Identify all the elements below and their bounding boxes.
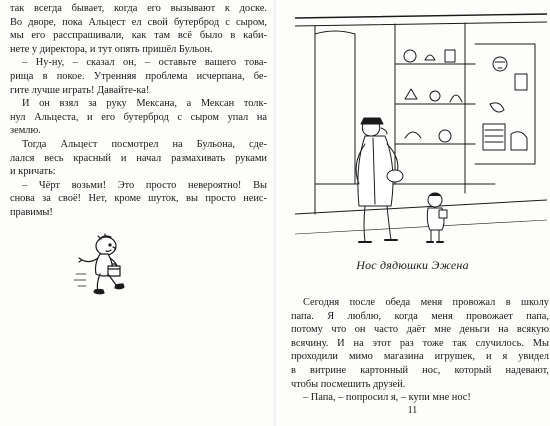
right-page-text <box>291 296 549 405</box>
text-line: рища в покое. Утренняя проблема исчерпана, бе- <box>10 70 267 82</box>
text-line: нете у директора, и тут опять пришёл Бульон. <box>10 43 213 55</box>
text-line: – Папа, – попросил я, – купи мне нос! <box>303 392 471 404</box>
text-line: землю. <box>10 125 41 137</box>
text-line: в витрине картонный нос, который надевают, <box>291 364 549 376</box>
left-page-text <box>10 2 267 220</box>
text-line: лался весь красный и начал размахивать руками <box>10 152 267 164</box>
toy-shop-illustration <box>295 4 547 248</box>
text-line: снова за своё! Нет, кроме шуток, вы просто неис- <box>10 193 267 205</box>
text-line: нул Альцеста, и его бутерброд с сыром упал на <box>10 111 267 123</box>
running-boy-illustration <box>72 232 147 307</box>
text-line: Тогда Альцест посмотрел на Бульона, сде- <box>22 138 267 150</box>
text-line: И он взял за руку Мексана, а Мексан толк- <box>22 98 267 110</box>
text-line: чтобы посмешить друзей. <box>291 378 406 390</box>
text-line: так всегда бывает, когда его вызывают к доске. <box>10 3 267 14</box>
text-line: – Ну-ну, – сказал он, – оставьте вашего това- <box>22 57 267 69</box>
text-line: всячину. И на этот раз тоже так случилось. Мы <box>291 337 549 349</box>
right-page <box>275 0 550 426</box>
text-line: Сегодня после обеда меня провожал в школу <box>303 297 549 308</box>
chapter-title: Нос дядюшки Эжена <box>356 258 469 272</box>
text-line: гите лучше играть! Давайте-ка! <box>10 84 150 96</box>
text-line: мы его расспрашивали, как там всё было в каби- <box>10 30 267 42</box>
page-number: 11 <box>407 405 418 416</box>
text-line: потому что он часто даёт мне деньги на всякую <box>291 324 549 336</box>
text-line: – Чёрт возьми! Это просто невероятно! Вы <box>22 179 267 191</box>
text-line: проходили мимо магазина игрушек, и я увидел <box>291 351 549 363</box>
text-line: правимы! <box>10 206 53 218</box>
text-line: Во дворе, пока Альцест ел свой бутерброд с сыром, <box>10 16 267 28</box>
text-line: и кричать: <box>10 166 56 178</box>
text-line: папа. Я люблю, когда меня провожает папа, <box>291 310 549 322</box>
